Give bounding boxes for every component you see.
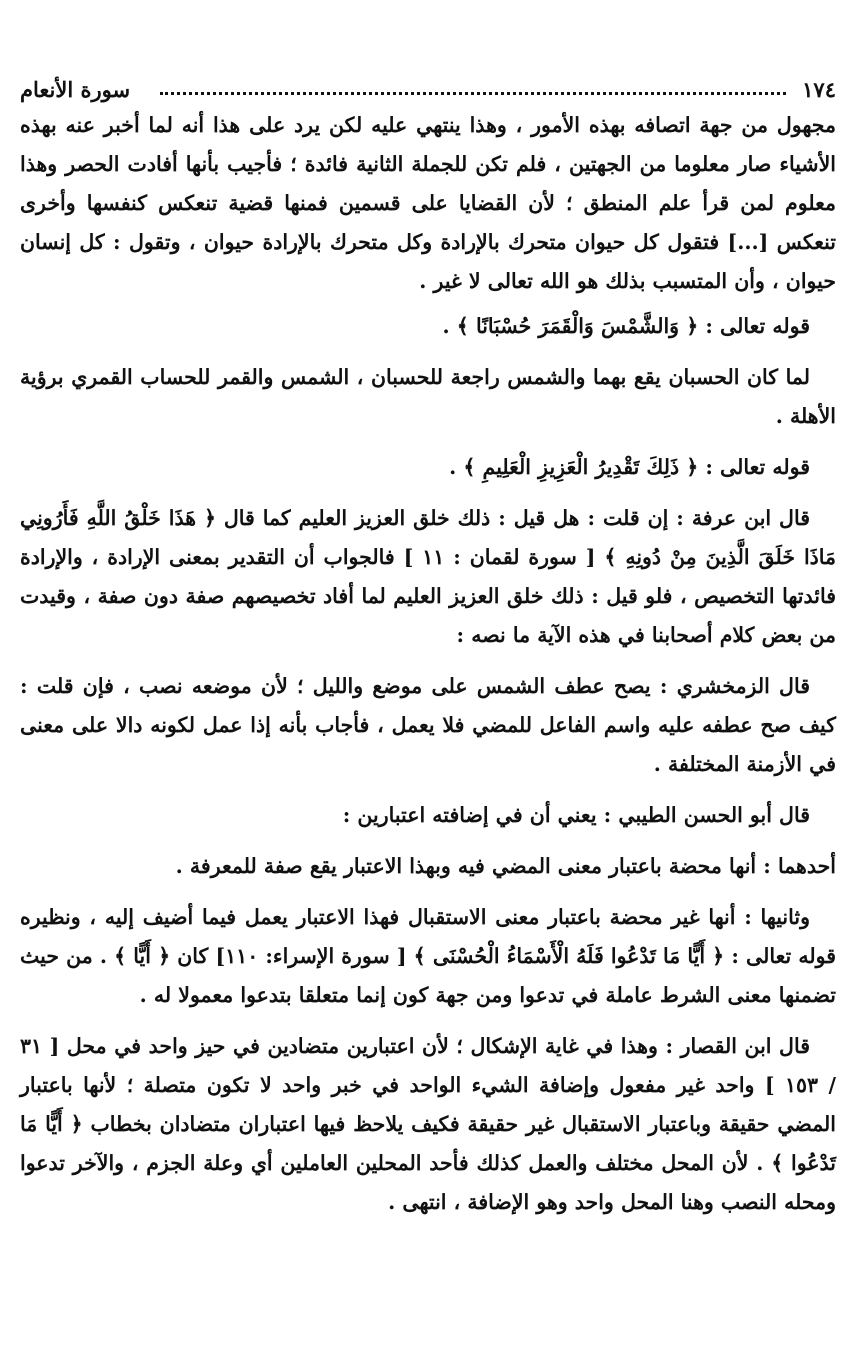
paragraph: وثانيها : أنها غير محضة باعتبار معنى الاستقبال فهذا الاعتبار يعمل فيما أضيف إليه ، ونظيره قوله تعالى : ﴿ أَيًّا مَا تَدْعُوا فَلَهُ الْأَسْمَاءُ الْحُسْنَى ﴾ [ سورة الإسراء: ١١٠] كان ﴿ أَيًّا ﴾ . من حيث تضمنها معنى الشرط عاملة في تدعوا ومن جهة كون إنما متعلقا بتدعوا معمولا له . (20, 905, 836, 1007)
paragraph: لما كان الحسبان يقع بهما والشمس راجعة للحسبان ، الشمس والقمر للحساب القمري برؤية الأهلة . (20, 365, 836, 428)
paragraph: قال ابن القصار : وهذا في غاية الإشكال ؛ لأن اعتبارين متضادين في حيز واحد في محل [ ٣١ / ١٥٣ ] واحد غير مفعول وإضافة الشيء الواحد في خبر واحد لا تكون متصلة ؛ لأنها باعتبار المضي حقيقة وباعتبار الاستقبال غير حقيقة فكيف يلاحظ فيها اعتباران متضادان بخطاب ﴿ أَيًّا مَا تَدْعُوا ﴾ . لأن المحل مختلف والعمل كذلك فأحد المحلين العاملين أي وعلة الجزم ، والآخر تدعوا ومحله النصب وهنا المحل واحد وهو الإضافة ، انتهى . (20, 1034, 837, 1214)
paragraph: قال أبو الحسن الطيبي : يعني أن في إضافته اعتبارين : (342, 803, 810, 827)
paragraph: مجهول من جهة اتصافه بهذه الأمور ، وهذا ينتهي عليه لكن يرد على هذا أنه لما أخبر عنه بهذه الأشياء صار معلوما من الجهتين ، فلم تكن للجملة الثانية فائدة ؛ فأجيب بأنها أفادت الحصر وهذا معلوم لمن قرأ علم المنطق ؛ لأن القضايا على قسمين فمنها قضية تنعكس كنفسها وأخرى تنعكس [...] فتقول كل حيوان متحرك بالإرادة وكل متحرك بالإرادة حيوان ، وتقول : كل إنسان حيوان ، وأن المتسبب بذلك هو الله تعالى لا غير . (20, 113, 836, 293)
running-header (20, 70, 836, 102)
paragraph: أحدهما : أنها محضة باعتبار معنى المضي فيه وبهذا الاعتبار يقع صفة للمعرفة . (175, 854, 836, 878)
page-number: ١٧٤ (802, 77, 836, 102)
commentary-text (20, 106, 836, 1222)
verse-heading: قوله تعالى : ﴿ وَالشَّمْسَ وَالْقَمَرَ حُسْبَانًا ﴾ . (442, 314, 810, 338)
verse-heading: قوله تعالى : ﴿ ذَلِكَ تَقْدِيرُ الْعَزِيزِ الْعَلِيمِ ﴾ . (449, 455, 810, 479)
surah-title: سورة الأنعام (20, 77, 131, 102)
paragraph: قال الزمخشري : يصح عطف الشمس على موضع والليل ؛ لأن موضعه نصب ، فإن قلت : كيف صح عطفه عليه واسم الفاعل للمضي فلا يعمل ، فأجاب بأنه إذا عمل لكونه دالا على معنى في الأزمنة المختلفة . (20, 674, 836, 776)
paragraph: قال ابن عرفة : إن قلت : هل قيل : ذلك خلق العزيز العليم كما قال ﴿ هَذَا خَلْقُ اللَّهِ فَأَرُونِي مَاذَا خَلَقَ الَّذِينَ مِنْ دُونِهِ ﴾ [ سورة لقمان : ١١ ] فالجواب أن التقدير بمعنى الإرادة ، والإرادة فائدتها التخصيص ، فلو قيل : ذلك خلق العزيز العليم لما أفاد تخصيصهم صفة دون صفة ، وقيدت من بعض كلام أصحابنا في هذه الآية ما نصه : (20, 506, 836, 647)
book-page (20, 70, 836, 1234)
header-dotted-leader (160, 92, 786, 95)
